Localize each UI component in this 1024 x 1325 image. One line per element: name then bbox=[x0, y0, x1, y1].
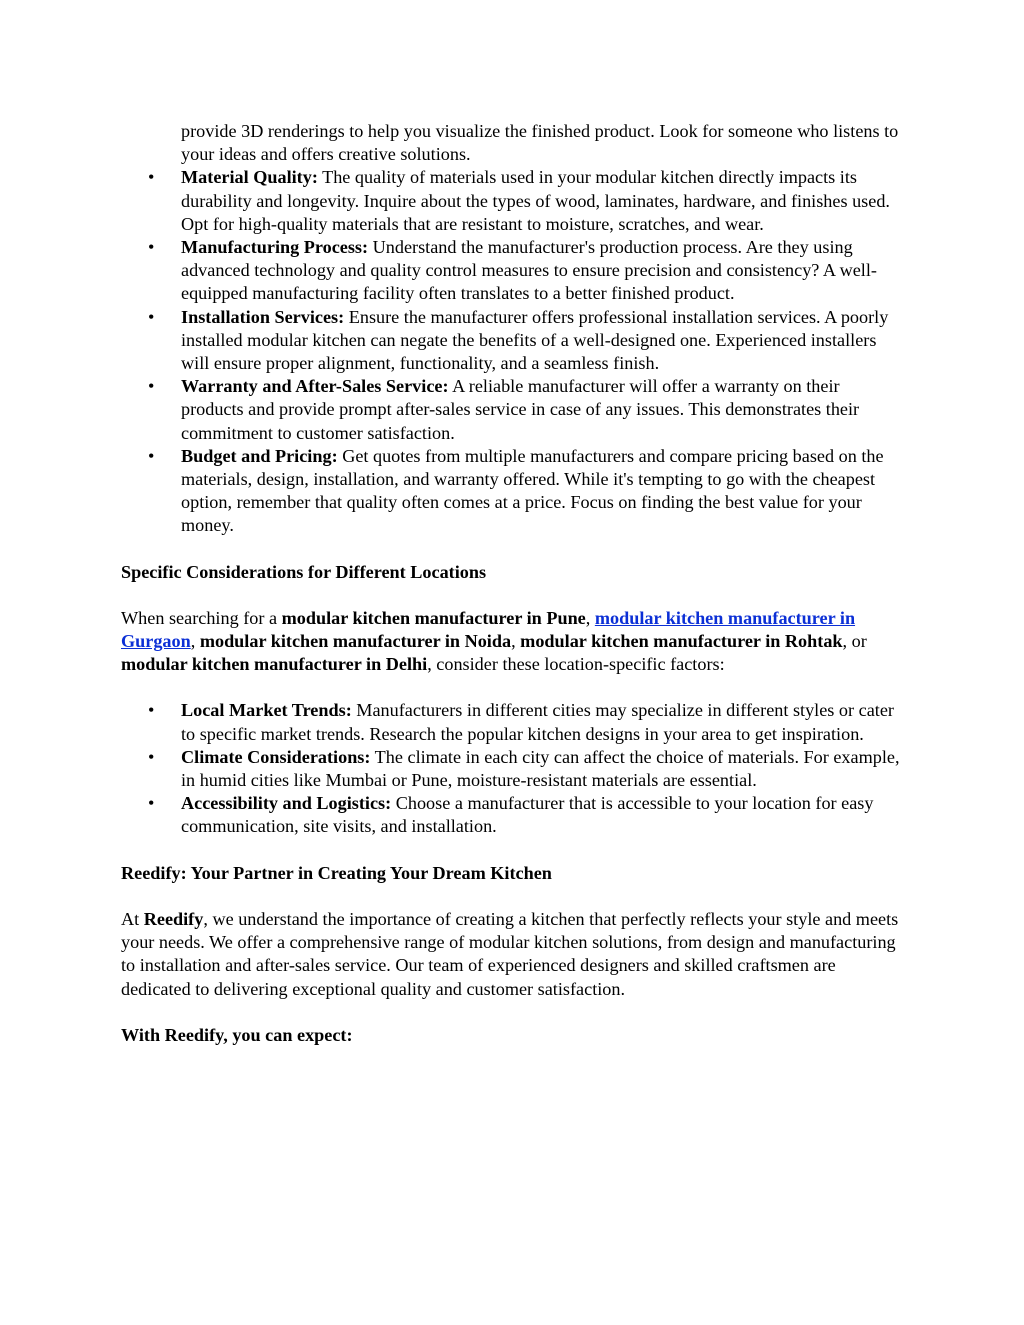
criteria-list bbox=[121, 166, 904, 537]
list-item bbox=[121, 166, 904, 236]
locations-heading: Specific Considerations for Different Locations bbox=[121, 561, 487, 582]
item-label: Installation Services: bbox=[181, 306, 345, 327]
expect-heading: With Reedify, you can expect: bbox=[121, 1024, 353, 1045]
bullet-icon: • bbox=[148, 793, 155, 814]
gurgaon-link[interactable]: modular kitchen manufacturer in Gurgaon bbox=[121, 607, 856, 652]
reedify-heading: Reedify: Your Partner in Creating Your Dream Kitchen bbox=[121, 862, 552, 883]
keyword-delhi: modular kitchen manufacturer in Delhi bbox=[121, 654, 428, 675]
bullet-icon: • bbox=[148, 306, 155, 327]
bullet-icon: • bbox=[148, 700, 155, 721]
bullet-icon: • bbox=[148, 376, 155, 397]
item-text: Get quotes from multiple manufacturers and compare pricing based on the materials, design, installation, and warranty offered. While it's tempting to go with the cheapest option, remember that quality often comes at a price. Focus on finding the best value for your money. bbox=[181, 445, 884, 536]
item-label: Warranty and After-Sales Service: bbox=[181, 376, 449, 397]
list-item bbox=[121, 792, 904, 838]
item-label: Manufacturing Process: bbox=[181, 237, 369, 258]
item-label: Material Quality: bbox=[181, 167, 318, 188]
bullet-icon: • bbox=[148, 237, 155, 258]
keyword-rohtak: modular kitchen manufacturer in Rohtak bbox=[520, 631, 843, 652]
factors-list bbox=[121, 699, 904, 838]
list-item bbox=[121, 699, 904, 745]
list-item bbox=[121, 375, 904, 445]
item-text: Choose a manufacturer that is accessible to your location for easy communication, site visits, and installation. bbox=[181, 793, 874, 837]
item-label: Budget and Pricing: bbox=[181, 445, 338, 466]
item-label: Climate Considerations: bbox=[181, 746, 371, 767]
item-label: Accessibility and Logistics: bbox=[181, 793, 392, 814]
keyword-pune: modular kitchen manufacturer in Pune bbox=[281, 607, 586, 628]
item-text: A reliable manufacturer will offer a warranty on their products and provide prompt after-sales service in case of any issues. This demonstrates their commitment to customer satisfaction. bbox=[181, 376, 860, 443]
item-text: Ensure the manufacturer offers professional installation services. A poorly installed modular kitchen can negate the benefits of a well-designed one. Experienced installers will ensure proper alignment, functionality, and a seamless finish. bbox=[181, 306, 889, 374]
bullet-icon: • bbox=[148, 746, 155, 767]
locations-paragraph: When searching for a modular kitchen manufacturer in Pune, modular kitchen manufacturer in Gurgaon, modular kitchen manufacturer in Noida, modular kitchen manufacturer in Rohtak, or modular kitchen manufacturer in Delhi, consider these location-specific factors: bbox=[121, 607, 867, 675]
item-text: The climate in each city can affect the choice of materials. For example, in humid cities like Mumbai or Pune, moisture-resistant materials are essential. bbox=[181, 746, 900, 791]
item-text: The quality of materials used in your modular kitchen directly impacts its durability and longevity. Inquire about the types of wood, laminates, hardware, and finishes used. Opt for high-quality materials that are resistant to moisture, scratches, and wear. bbox=[181, 167, 890, 234]
item-label: Local Market Trends: bbox=[181, 700, 352, 721]
intro-continuation: provide 3D renderings to help you visualize the finished product. Look for someone who listens to your ideas and offers creative solutions. bbox=[181, 121, 899, 165]
brand-name: Reedify bbox=[143, 908, 204, 929]
bullet-icon: • bbox=[148, 167, 155, 188]
bullet-icon: • bbox=[148, 445, 155, 466]
list-item bbox=[121, 746, 904, 792]
item-text: Understand the manufacturer's production process. Are they using advanced technology and quality control measures to ensure precision and consistency? A well-equipped manufacturing facility often translates to a better finished product. bbox=[181, 237, 877, 304]
item-text: Manufacturers in different cities may specialize in different styles or cater to specific market trends. Research the popular kitchen designs in your area to get inspiration. bbox=[181, 700, 894, 744]
list-item bbox=[121, 445, 904, 538]
list-item bbox=[121, 306, 904, 376]
list-item bbox=[121, 236, 904, 306]
keyword-noida: modular kitchen manufacturer in Noida bbox=[199, 631, 512, 652]
reedify-paragraph: At Reedify, we understand the importance of creating a kitchen that perfectly reflects your style and meets your needs. We offer a comprehensive range of modular kitchen solutions, from design and manufacturing to installation and after-sales service. Our team of experienced designers and skilled craftsmen are dedicated to delivering exceptional quality and customer satisfaction. bbox=[121, 908, 899, 999]
